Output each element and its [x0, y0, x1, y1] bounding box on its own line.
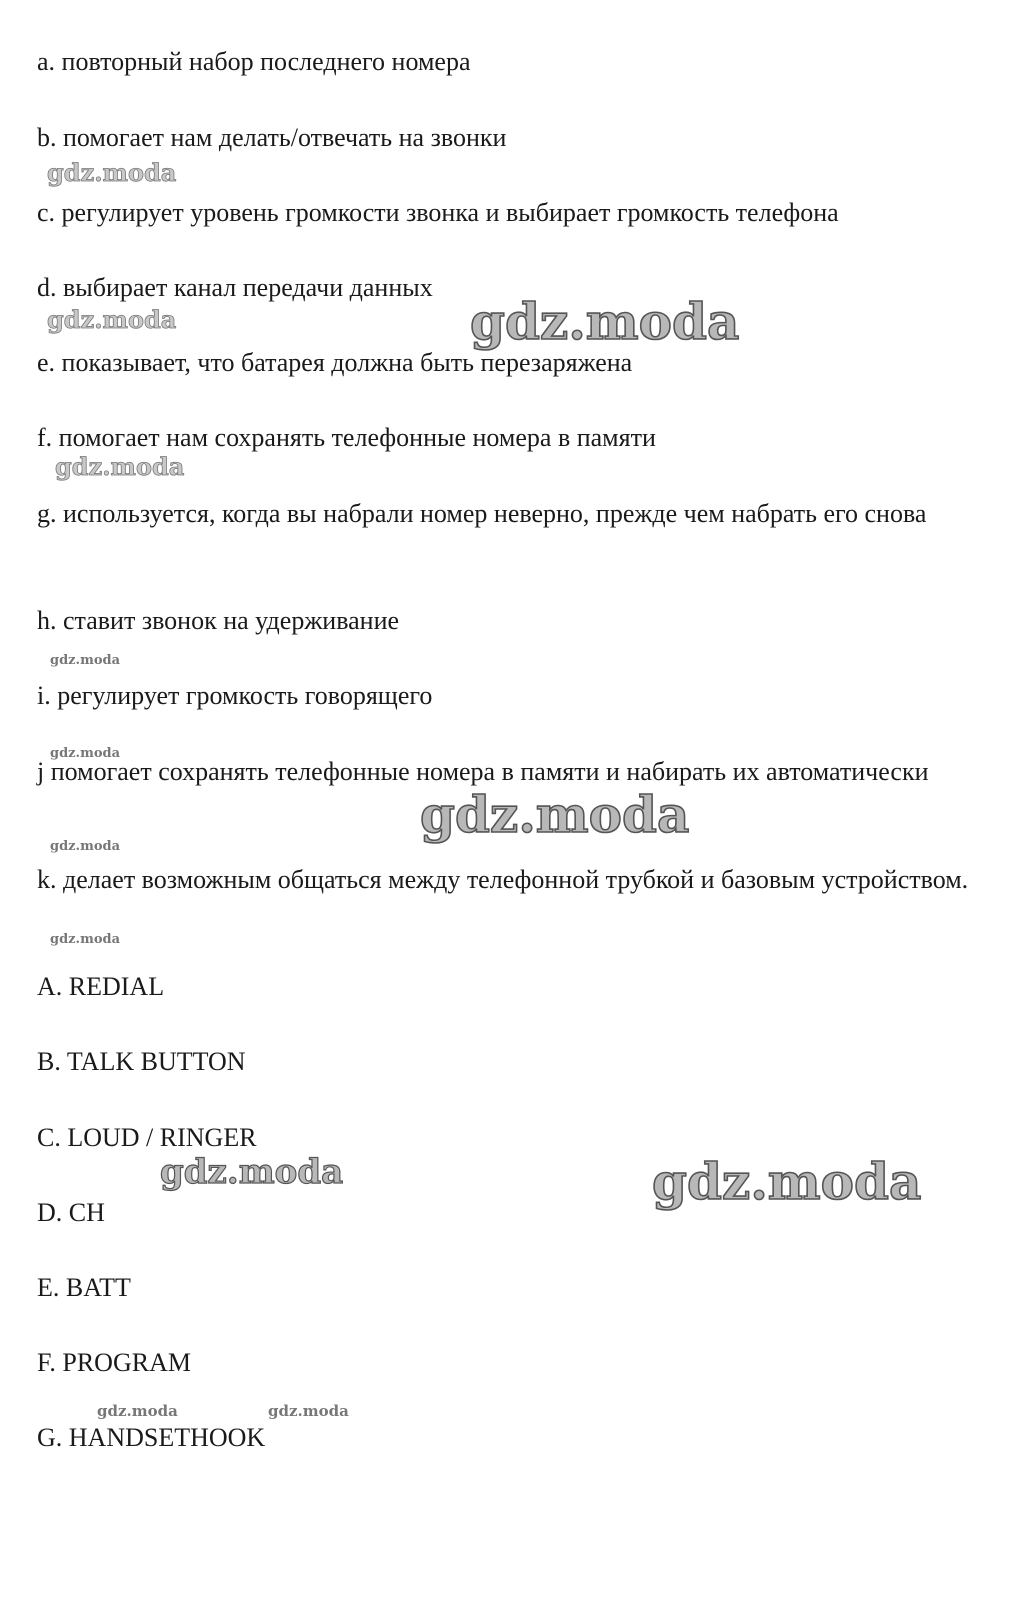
watermark-small-4: gdz.moda: [50, 932, 121, 947]
watermark-mid-2: gdz.moda: [47, 305, 177, 334]
term-e: E. BATT: [37, 1273, 131, 1302]
watermark-small-3: gdz.moda: [50, 839, 121, 854]
definition-i: i. регулирует громкость говорящего: [37, 681, 433, 710]
definition-j: j помогает сохранять телефонные номера в памяти и набирать их автоматически: [37, 757, 929, 786]
watermark-big-3: gdz.moda: [160, 1152, 344, 1192]
term-b: B. TALK BUTTON: [37, 1047, 246, 1076]
definition-h: h. ставит звонок на удерживание: [37, 606, 400, 635]
watermark-mid-3: gdz.moda: [55, 452, 185, 481]
watermark-small-6: gdz.moda: [268, 1402, 349, 1420]
definition-b: b. помогает нам делать/отвечать на звонки: [37, 123, 507, 152]
term-g: G. HANDSETHOOK: [37, 1423, 266, 1452]
term-d: D. CH: [37, 1198, 105, 1227]
definition-k: k. делает возможным общаться между телефонной трубкой и базовым устройством.: [37, 865, 969, 894]
watermark-small-1: gdz.moda: [50, 653, 121, 668]
watermark-big-2: gdz.moda: [420, 785, 690, 844]
watermark-big-1: gdz.moda: [470, 292, 740, 351]
definition-e: e. показывает, что батарея должна быть перезаряжена: [37, 348, 633, 377]
definition-a: a. повторный набор последнего номера: [37, 47, 471, 76]
watermark-small-5: gdz.moda: [97, 1402, 178, 1420]
definition-d: d. выбирает канал передачи данных: [37, 273, 433, 302]
watermark-small-2: gdz.moda: [50, 746, 121, 761]
definition-g: g. используется, когда вы набрали номер неверно, прежде чем набрать его снова: [37, 499, 927, 528]
definition-f: f. помогает нам сохранять телефонные номера в памяти: [37, 423, 656, 452]
definition-c: c. регулирует уровень громкости звонка и выбирает громкость телефона: [37, 198, 839, 227]
term-a: A. REDIAL: [37, 972, 165, 1001]
watermark-big-4: gdz.moda: [652, 1152, 922, 1211]
watermark-mid-1: gdz.moda: [47, 158, 177, 187]
term-c: C. LOUD / RINGER: [37, 1123, 257, 1152]
term-f: F. PROGRAM: [37, 1348, 191, 1377]
